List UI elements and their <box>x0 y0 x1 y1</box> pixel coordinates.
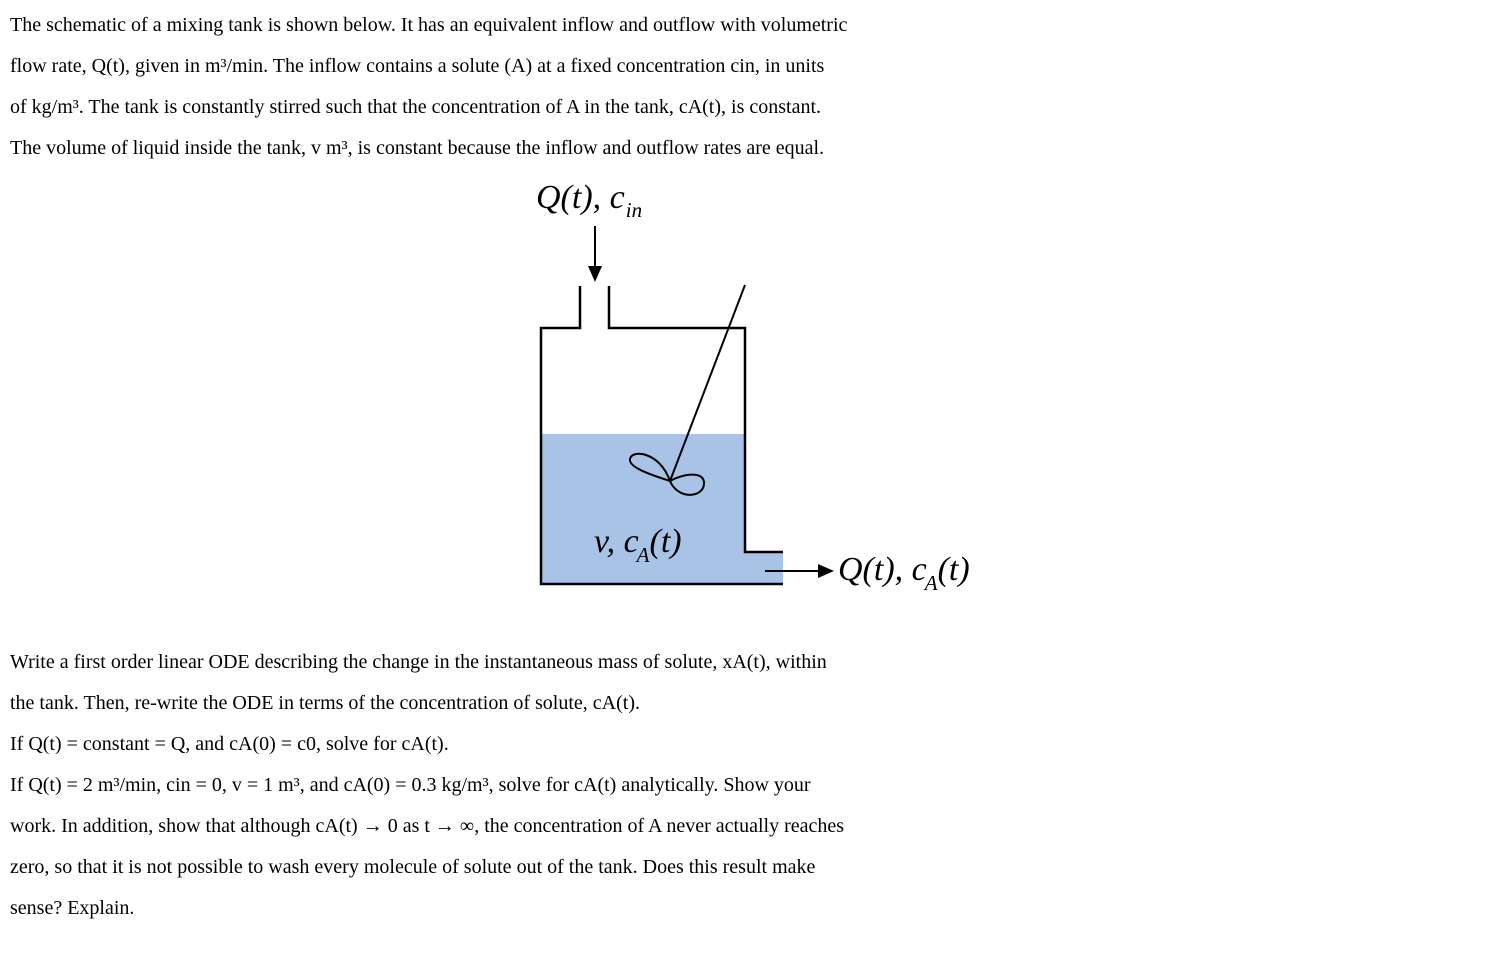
outlet-liquid <box>745 552 783 584</box>
questions-paragraph <box>10 642 1490 929</box>
question-line-1: Write a first order linear ODE describing the change in the instantaneous mass of solute, xA(t), within <box>10 651 827 673</box>
inflow-arrowhead <box>588 266 602 282</box>
intro-line-3: of kg/m³. The tank is constantly stirred such that the concentration of A in the tank, cA(t), is constant. <box>10 96 822 118</box>
intro-line-2: flow rate, Q(t), given in m³/min. The inflow contains a solute (A) at a fixed concentration cin, in units <box>10 55 825 77</box>
outflow-label: Q(t), cA(t) <box>838 551 970 595</box>
question-line-7: sense? Explain. <box>10 897 135 919</box>
intro-line-1: The schematic of a mixing tank is shown below. It has an equivalent inflow and outflow with volumetric <box>10 14 848 36</box>
question-line-4: If Q(t) = 2 m³/min, cin = 0, v = 1 m³, and cA(0) = 0.3 kg/m³, solve for cA(t) analytically. Show your <box>10 774 811 796</box>
question-line-2: the tank. Then, re-write the ODE in terms of the concentration of solute, cA(t). <box>10 692 640 714</box>
question-line-3: If Q(t) = constant = Q, and cA(0) = c0, solve for cA(t). <box>10 733 449 755</box>
inflow-label: Q(t), $c_{in}$ <box>536 179 643 222</box>
intro-line-4: The volume of liquid inside the tank, v m³, is constant because the inflow and outflow rates are equal. <box>10 137 825 159</box>
tank-contents-label: v, cA(t) <box>594 523 682 567</box>
question-line-6: zero, so that it is not possible to wash every molecule of solute out of the tank. Does this result make <box>10 856 816 878</box>
outflow-arrowhead <box>818 564 834 578</box>
question-line-5: work. In addition, show that although cA(t) → 0 as t → ∞, the concentration of A never actually reaches <box>10 815 845 837</box>
